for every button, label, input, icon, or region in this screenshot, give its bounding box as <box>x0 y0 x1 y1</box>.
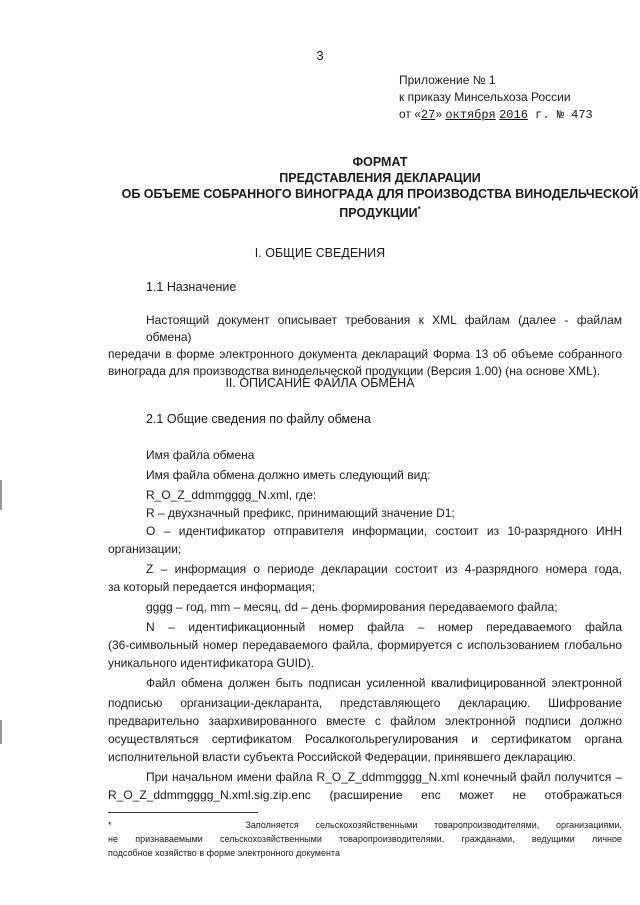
appendix-line: к приказу Минсельхоза России <box>399 90 571 104</box>
text-line: исполнительной власти субъекта Российской Федерации, принявшего декларацию. <box>108 750 576 764</box>
document-title <box>90 154 640 221</box>
footnote-mark: * <box>108 820 112 830</box>
scan-edge-mark <box>0 720 2 744</box>
appendix-date <box>399 106 593 124</box>
text-line: уникального идентификатора GUID). <box>108 656 314 670</box>
text-line: При начальном имени файла R_O_Z_ddmmgggg_N.xml конечный файл получится – <box>146 770 622 784</box>
section-heading: I. ОБЩИЕ СВЕДЕНИЯ <box>254 246 386 260</box>
text-line: R – двухзначный префикс, принимающий значение D1; <box>146 506 455 520</box>
footnote-line: подсобное хозяйство в форме электронного документа <box>108 848 340 858</box>
text-line: предварительно заархивированного вместе с файлом электронной подписи должно <box>108 714 622 728</box>
text-line: R_O_Z_ddmmgggg_N.xml.sig.zip.enc (расширение enc может не отображаться <box>108 788 622 802</box>
page-number: 3 <box>316 48 324 63</box>
scan-edge-mark <box>0 480 2 510</box>
title-line <box>90 202 640 221</box>
footnote-divider <box>108 812 258 813</box>
text-line: винограда для производства винодельческой продукции (Версия 1.00) (на основе XML). <box>108 364 601 378</box>
title-line: ФОРМАТ <box>352 155 408 169</box>
date-year: 2016 <box>499 108 528 122</box>
text-line: осуществляться сертификатом Росалкогольрегулирования и сертификатом органа <box>108 732 622 746</box>
text-line: O – идентификатор отправителя информации, состоит из 10-разрядного ИНН <box>146 524 622 538</box>
text-line: (36-символьный номер передаваемого файла, формируется с использованием глобально <box>108 638 622 652</box>
text-line: Настоящий документ описывает требования к XML файлам (далее - файлам обмена) <box>146 313 622 344</box>
section-heading: II. ОПИСАНИЕ ФАЙЛА ОБМЕНА <box>225 376 415 390</box>
date-prefix: от « <box>399 107 421 121</box>
title-line-text: ПРОДУКЦИИ <box>339 206 418 221</box>
footnote <box>108 818 622 860</box>
text-line: N – идентификационный номер файла – номер передаваемого файла <box>146 620 622 634</box>
appendix-block <box>399 72 593 124</box>
subsection-heading: 1.1 Назначение <box>146 280 237 294</box>
text-line: Z – информация о периоде декларации состоит из 4-разрядного номера года, <box>146 562 622 576</box>
text-line: за который передается информация; <box>108 580 315 594</box>
title-line: ПРЕДСТАВЛЕНИЯ ДЕКЛАРАЦИИ <box>279 171 481 185</box>
title-line: ОБ ОБЪЕМЕ СОБРАННОГО ВИНОГРАДА ДЛЯ ПРОИЗВОДСТВА ВИНОДЕЛЬЧЕСКОЙ <box>121 187 639 201</box>
appendix-line: Приложение № 1 <box>399 73 496 87</box>
text-line: Имя файла обмена должно иметь следующий вид: <box>146 468 431 482</box>
date-mid: » <box>435 107 446 121</box>
date-month: октября <box>445 108 496 122</box>
text-line: Имя файла обмена <box>146 448 255 462</box>
footnote-line <box>108 818 622 832</box>
text-line: организации; <box>108 542 182 556</box>
text-line: gggg – год, mm – месяц, dd – день формирования передаваемого файла; <box>146 600 558 614</box>
footnote-reference: * <box>417 205 421 214</box>
footnote-line: не признаваемыми сельскохозяйственными товаропроизводителями, гражданами, ведущими личное <box>108 834 622 844</box>
text-line: передачи в форме электронного документа деклараций Форма 13 об объеме собранного <box>108 347 622 361</box>
text-line: R_O_Z_ddmmgggg_N.xml, где: <box>146 488 317 502</box>
text-line: Файл обмена должен быть подписан усиленной квалифицированной электронной <box>146 676 622 690</box>
date-day: 27 <box>420 108 436 122</box>
subsection-heading: 2.1 Общие сведения по файлу обмена <box>146 412 371 426</box>
purpose-paragraph <box>108 312 622 380</box>
footnote-text: Заполняется сельскохозяйственными товаропроизводителями, организациями, <box>245 820 622 830</box>
date-suffix: г. № 473 <box>527 108 593 122</box>
text-line: подписью организации-декларанта, представляющего декларацию. Шифрование <box>108 696 622 710</box>
